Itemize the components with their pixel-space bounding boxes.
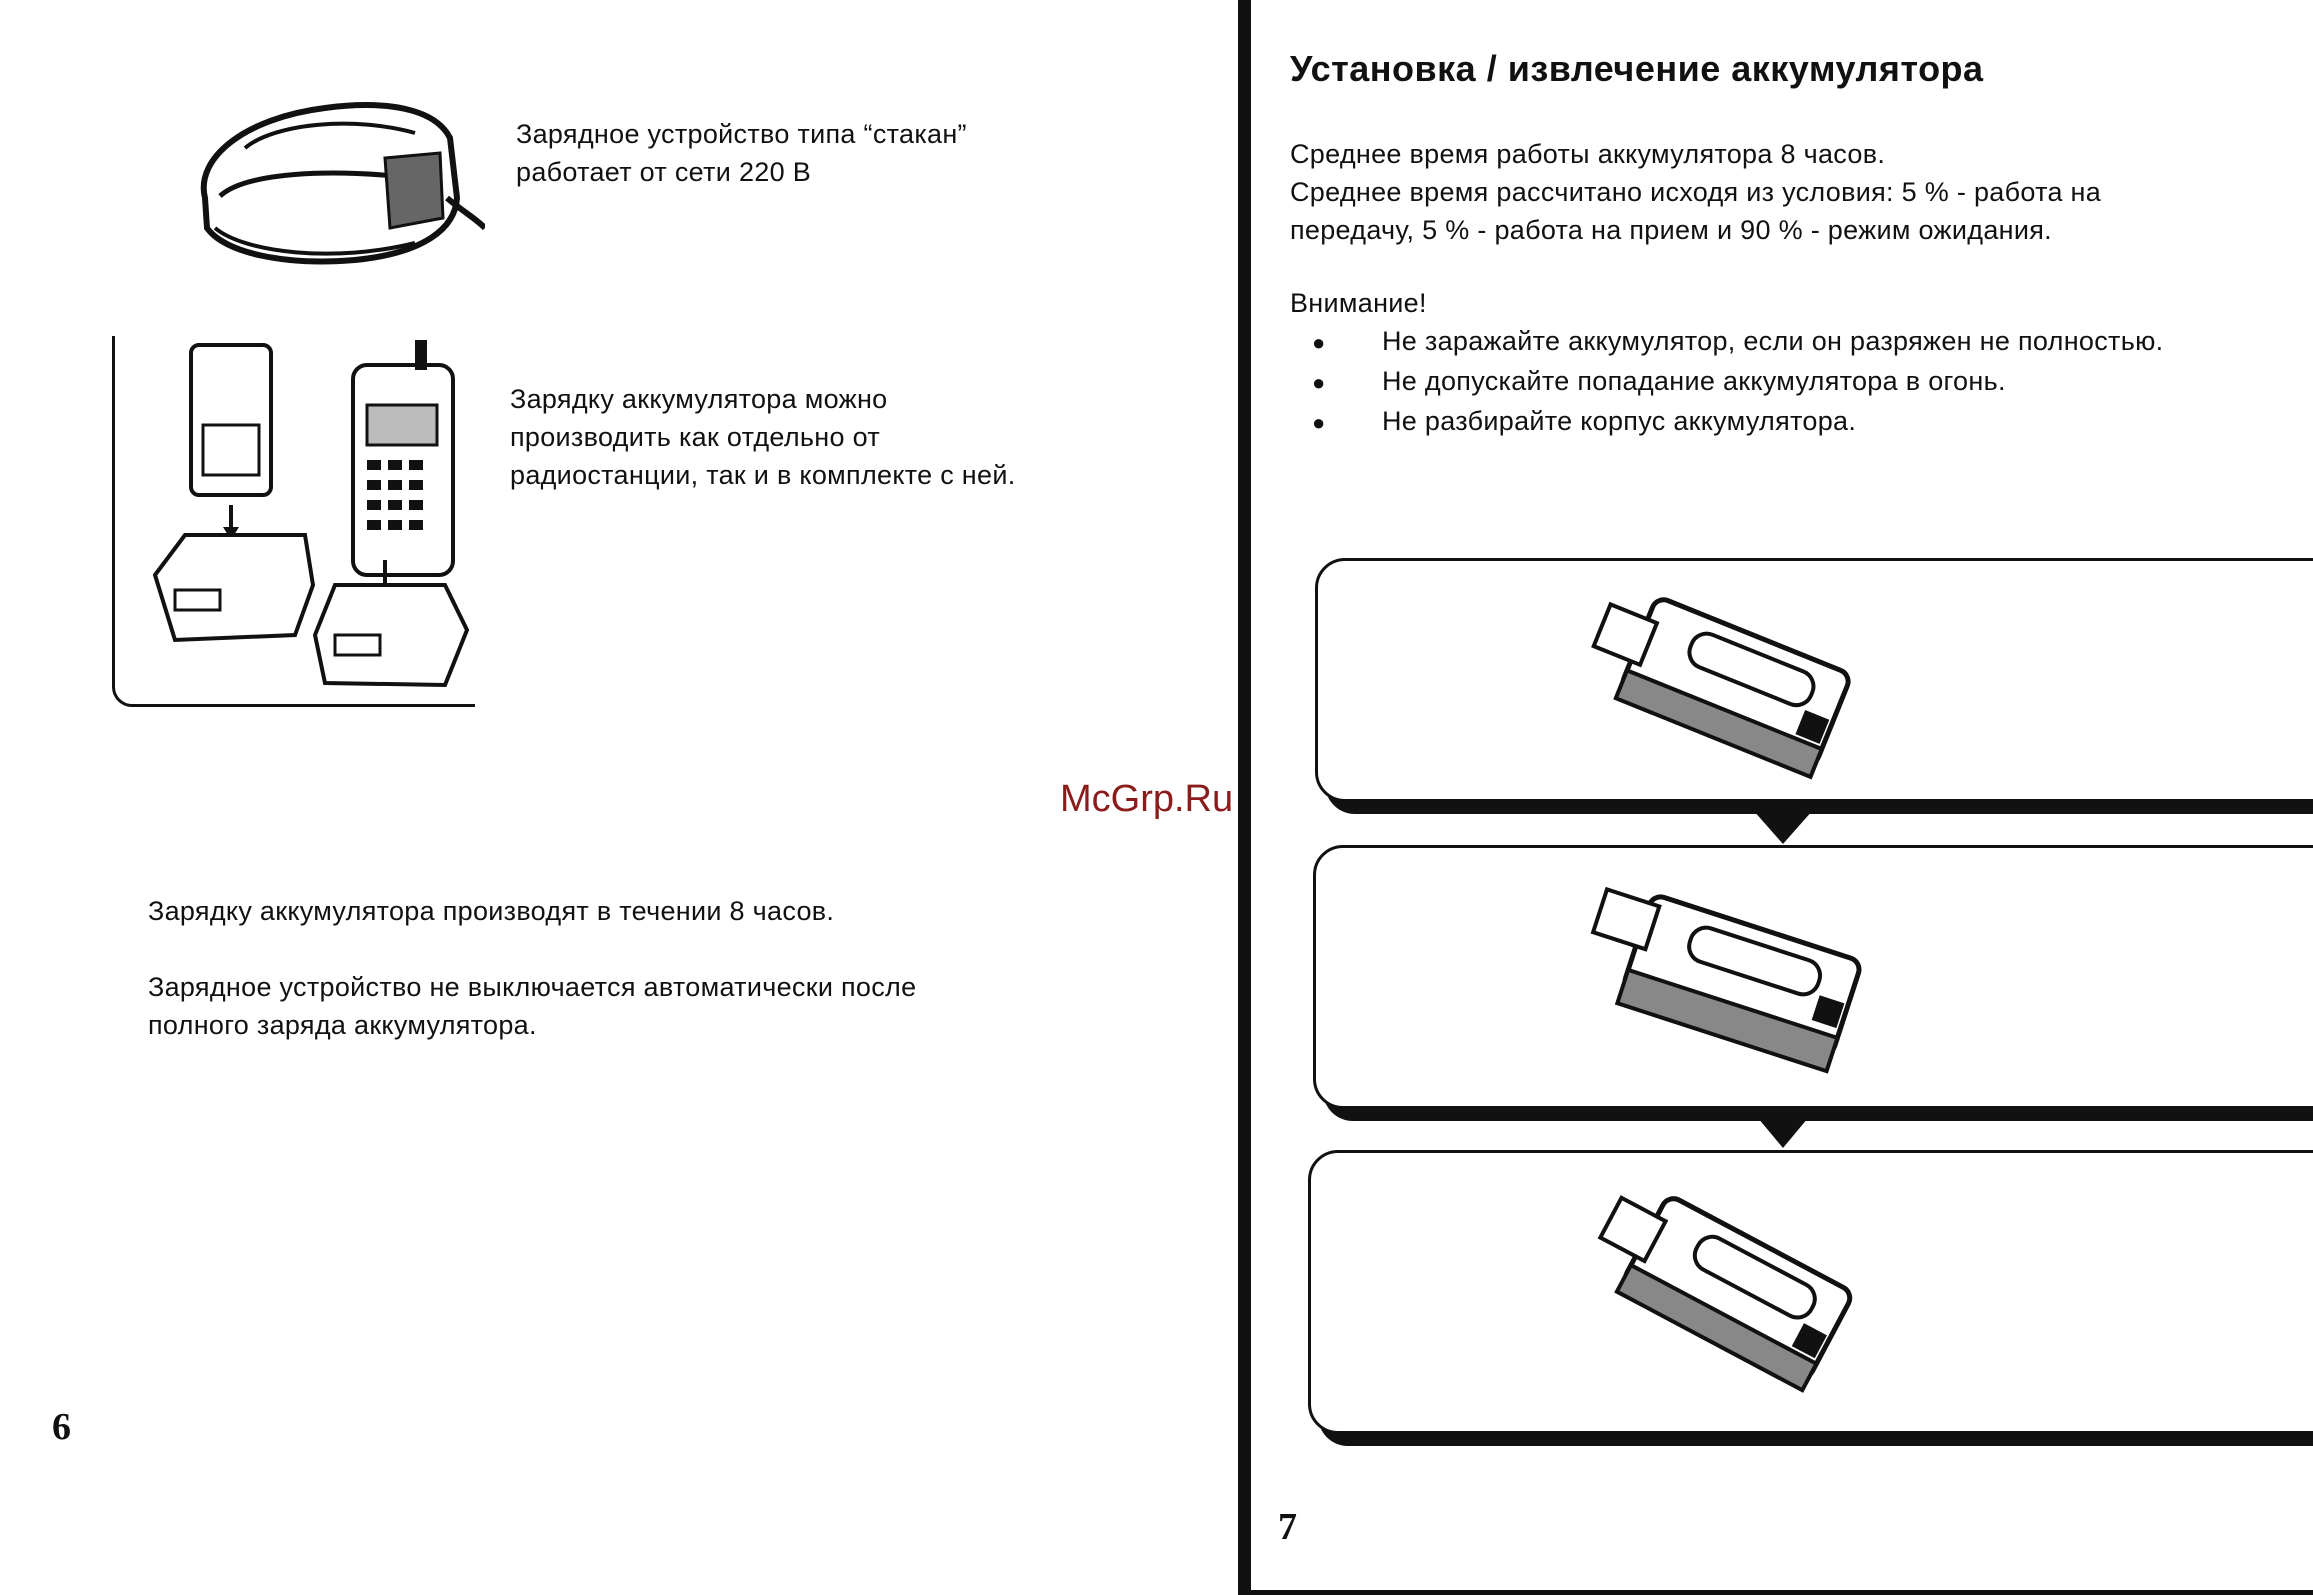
bullet-icon: ● <box>1312 370 1326 395</box>
warning-title: Внимание! <box>1290 288 1427 318</box>
charging-caption <box>510 380 1016 494</box>
warning-item <box>1290 322 2163 362</box>
battery-removal-step-icon <box>1571 862 1891 1092</box>
caption-line: производить как отдельно от <box>510 422 880 452</box>
note-line: полного заряда аккумулятора. <box>148 1010 537 1040</box>
intro-line: Среднее время работы аккумулятора 8 часов. <box>1290 139 1886 169</box>
bullet-icon: ● <box>1312 410 1326 435</box>
page-number-right: 7 <box>1278 1506 1297 1548</box>
bullet-icon: ● <box>1312 330 1326 355</box>
auto-off-note <box>148 968 916 1044</box>
page-number-left: 6 <box>52 1406 71 1448</box>
desk-charger-icon <box>145 335 475 690</box>
caption-line: радиостанции, так и в комплекте с ней. <box>510 460 1016 490</box>
caption-line: Зарядку аккумулятора можно <box>510 384 888 414</box>
step-arrow-icon <box>1753 810 1813 844</box>
caption-line: работает от сети 220 В <box>516 157 812 187</box>
warning-text: Не допускайте попадание аккумулятора в огонь. <box>1382 366 2006 396</box>
battery-removal-step-icon <box>1571 1165 1891 1415</box>
charge-time-text <box>148 892 834 930</box>
intro-line: Среднее время рассчитано исходя из условия: 5 % - работа на <box>1290 177 2102 207</box>
battery-removal-step-icon <box>1571 570 1891 790</box>
right-page <box>1251 0 2313 1595</box>
warning-item <box>1290 362 2163 402</box>
warning-text: Не заражайте аккумулятор, если он разряжен не полностью. <box>1382 326 2164 356</box>
page-title: Установка / извлечение аккумулятора <box>1290 48 1984 89</box>
caption-line: Зарядное устройство типа “стакан” <box>516 119 967 149</box>
charge-time-line: Зарядку аккумулятора производят в течении 8 часов. <box>148 896 835 926</box>
warning-list <box>1290 322 2163 442</box>
page-divider <box>1238 0 1251 1595</box>
note-line: Зарядное устройство не выключается автоматически после <box>148 972 917 1002</box>
watermark: McGrp.Ru <box>1060 778 1234 820</box>
warning-text: Не разбирайте корпус аккумулятора. <box>1382 406 1857 436</box>
step-arrow-icon <box>1753 1112 1813 1148</box>
intro-line: передачу, 5 % - работа на прием и 90 % - режим ожидания. <box>1290 215 2052 245</box>
cup-charger-icon <box>185 78 485 278</box>
warning-item <box>1290 402 2163 442</box>
intro-text <box>1290 135 2101 249</box>
charger-cup-caption <box>516 115 967 191</box>
